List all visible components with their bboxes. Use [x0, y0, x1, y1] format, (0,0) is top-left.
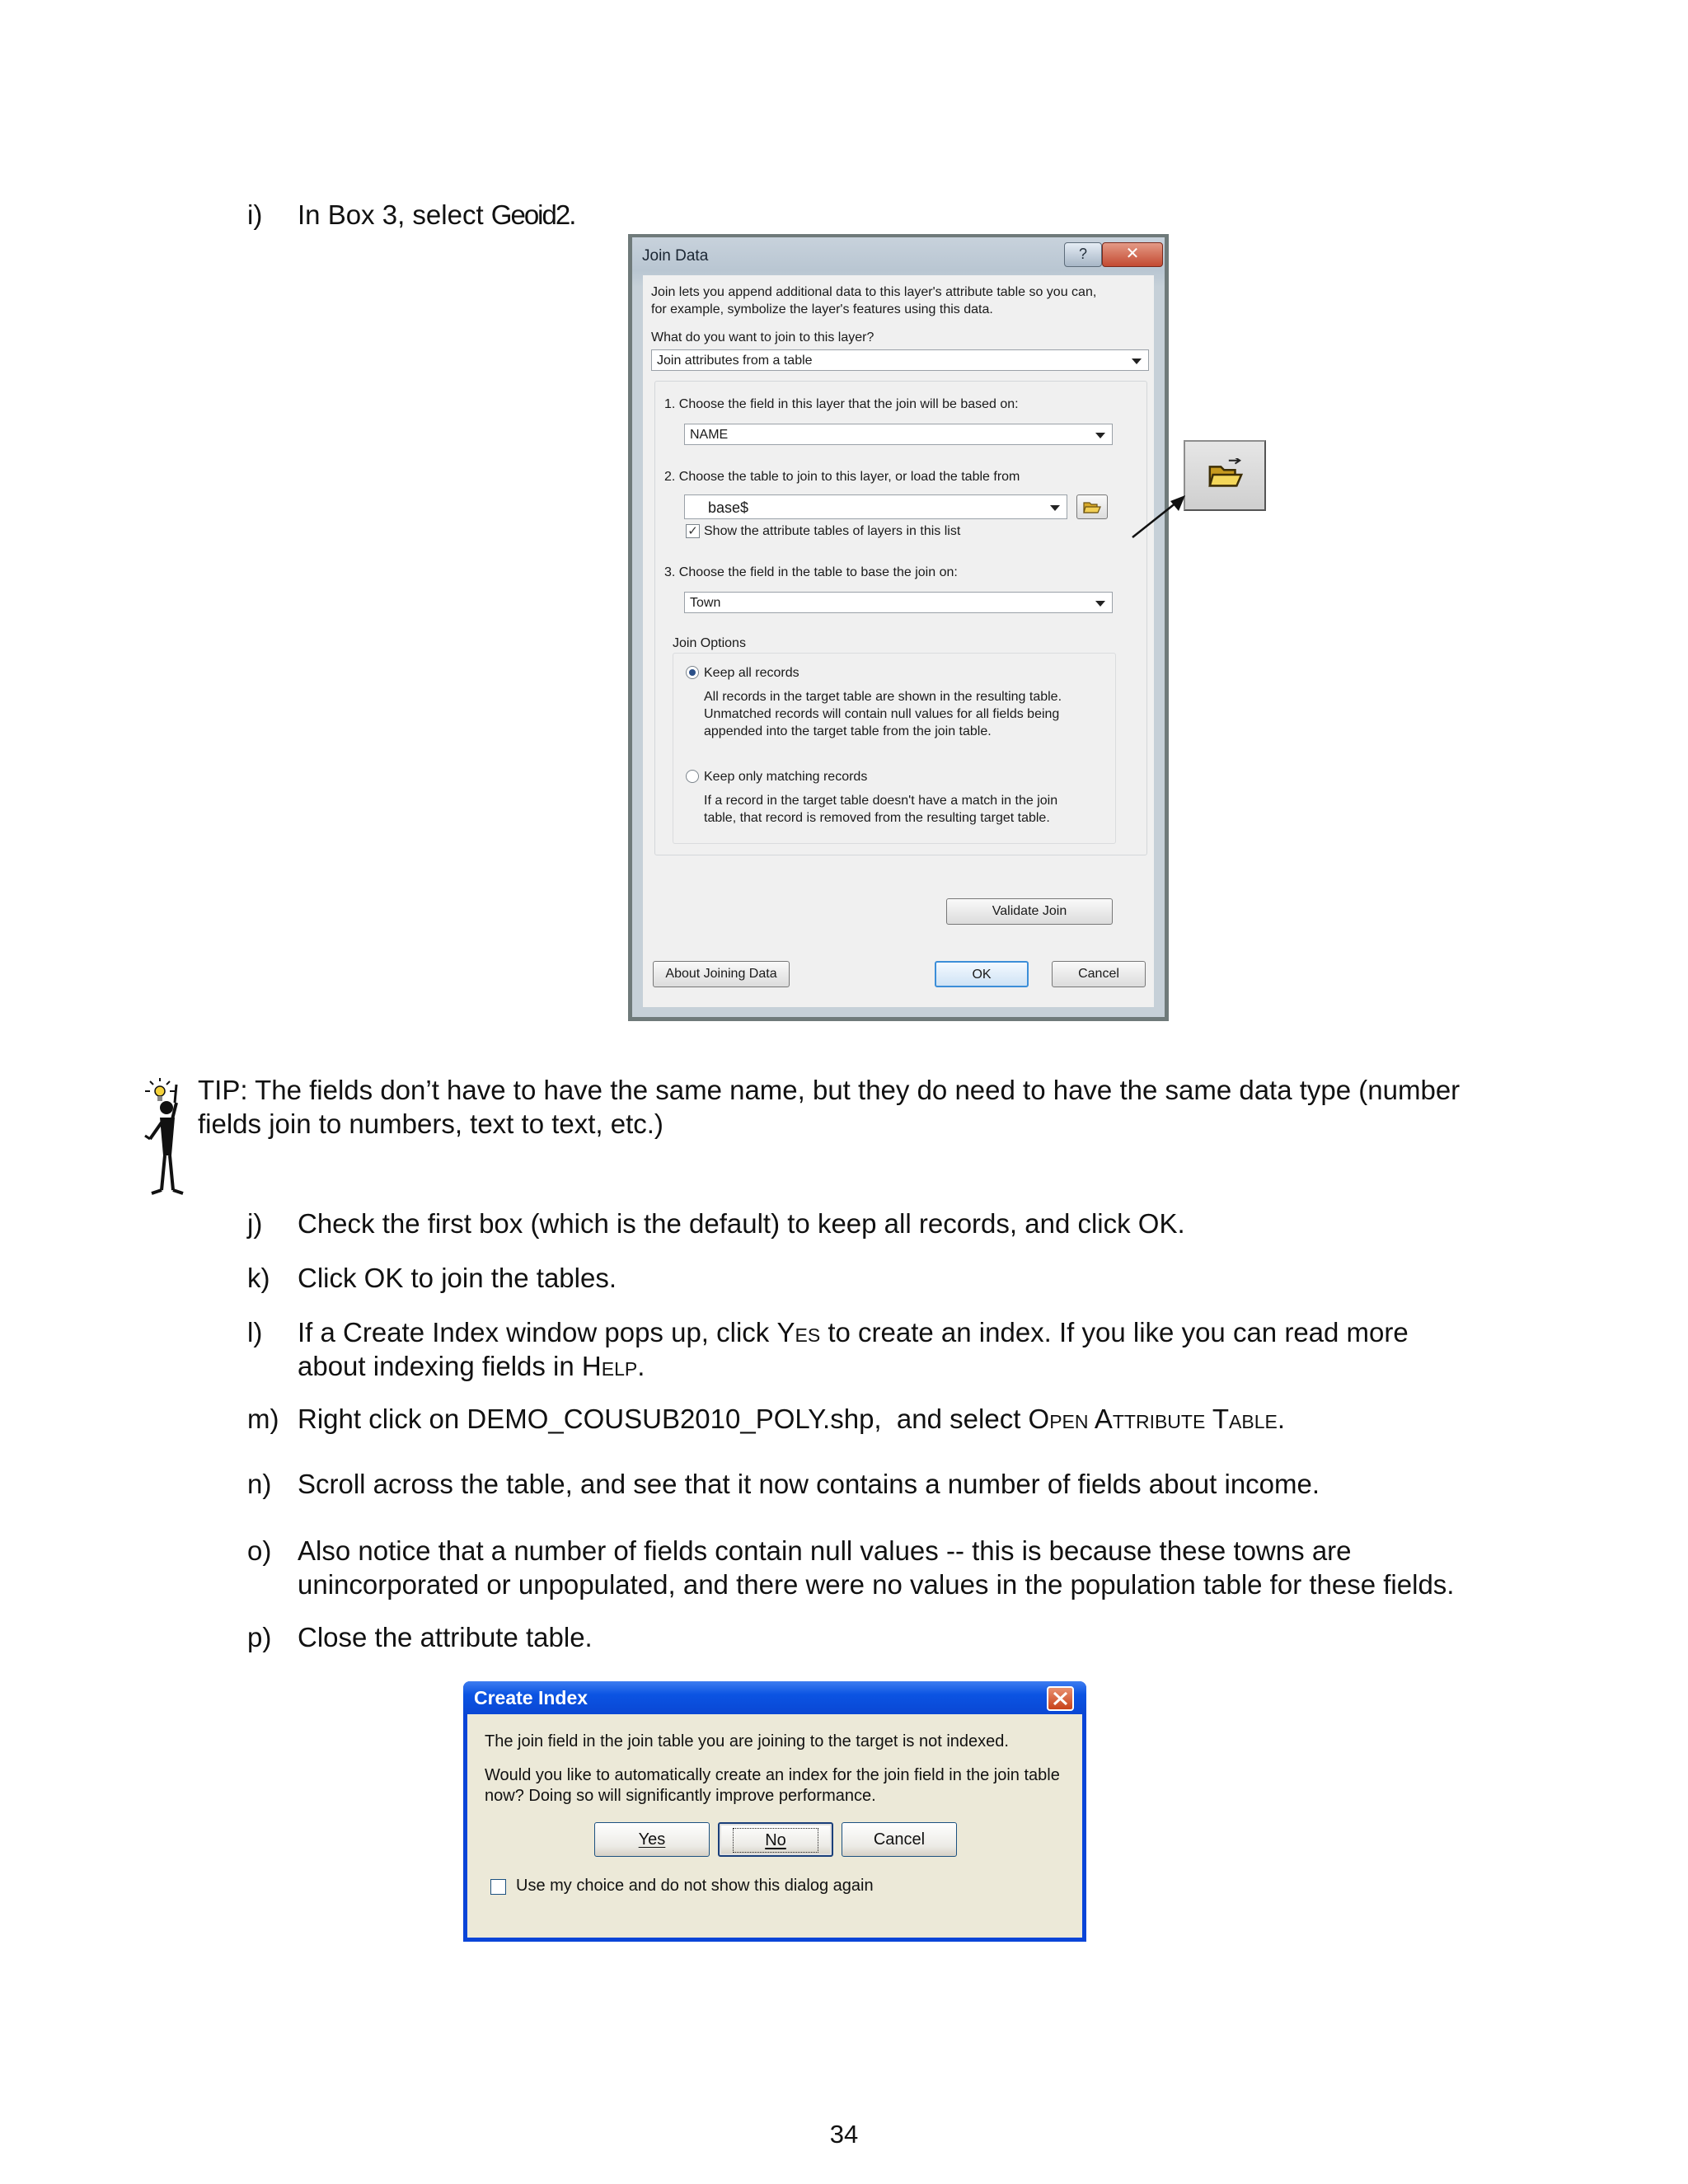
help-button[interactable]: ?	[1064, 242, 1102, 267]
step-n	[0, 1467, 1688, 1501]
join-options-title: Join Options	[673, 636, 746, 650]
step-text: to create an index. If you like you can read more	[820, 1317, 1409, 1347]
show-layers-label: Show the attribute tables of layers in this list	[704, 524, 961, 538]
tip-figure-icon	[142, 1078, 186, 1198]
layer-field-value: NAME	[690, 428, 729, 442]
no-button-label: No	[733, 1828, 818, 1853]
step-text: .	[1277, 1404, 1286, 1434]
join-question: What do you want to join to this layer?	[651, 330, 874, 344]
keep-all-desc: Unmatched records will contain null values for all fields being	[704, 707, 1060, 721]
folder-button-callout	[1184, 440, 1266, 511]
step-label: o)	[247, 1535, 272, 1566]
step-2-label: 2. Choose the table to join to this layer, or load the table from	[664, 470, 1020, 484]
chevron-down-icon	[1095, 433, 1105, 438]
intro-line: for example, symbolize the layer's features using this data.	[651, 302, 993, 316]
folder-open-icon	[1207, 458, 1245, 491]
keep-matching-desc: table, that record is removed from the resulting target table.	[704, 811, 1050, 825]
create-index-dialog	[463, 1681, 1086, 1942]
keep-matching-label: Keep only matching records	[704, 770, 868, 784]
step-keyword: Yes	[776, 1317, 821, 1347]
close-icon	[1053, 1691, 1068, 1706]
join-table-value: base$	[708, 499, 749, 516]
message-line: The join field in the join table you are joining to the target is not indexed.	[485, 1732, 1009, 1750]
step-k	[0, 1261, 1688, 1295]
step-i	[0, 198, 1688, 232]
step-l	[0, 1315, 1688, 1383]
step-j	[0, 1207, 1688, 1240]
title-bar	[463, 1681, 1086, 1714]
step-label: p)	[247, 1622, 272, 1652]
step-label: i)	[247, 199, 263, 230]
callout-arrow	[1129, 493, 1189, 541]
join-type-value: Join attributes from a table	[657, 354, 813, 368]
step-label: m)	[247, 1404, 279, 1434]
step-text: Also notice that a number of fields contain null values -- this is because these towns are	[298, 1535, 1352, 1566]
ok-button[interactable]: OK	[935, 961, 1029, 987]
step-label: l)	[247, 1317, 263, 1347]
join-data-body	[643, 275, 1154, 1007]
step-1-label: 1. Choose the field in this layer that the join will be based on:	[664, 397, 1019, 411]
step-text: Right click on DEMO_COUSUB2010_POLY.shp, and select	[298, 1404, 1029, 1434]
step-label: j)	[247, 1208, 263, 1239]
keep-all-desc: appended into the target table from the join table.	[704, 724, 992, 738]
close-button[interactable]	[1102, 242, 1163, 267]
chevron-down-icon	[1050, 505, 1060, 511]
step-text: In Box 3, select	[298, 199, 491, 230]
keep-all-radio[interactable]	[686, 666, 699, 679]
keep-matching-radio[interactable]	[686, 770, 699, 783]
intro-line: Join lets you append additional data to this layer's attribute table so you can,	[651, 285, 1097, 299]
cancel-button[interactable]: Cancel	[842, 1822, 957, 1857]
step-text: Check the first box (which is the default) to keep all records, and click OK.	[298, 1208, 1185, 1239]
step-label: n)	[247, 1469, 272, 1499]
join-table-select[interactable]	[684, 494, 1067, 519]
create-index-body	[467, 1714, 1082, 1938]
step-end: .	[569, 199, 577, 230]
join-data-frame	[632, 237, 1165, 1017]
step-keyword: Help	[581, 1351, 638, 1381]
keep-all-label: Keep all records	[704, 666, 799, 680]
step-text: .	[637, 1351, 645, 1381]
yes-button[interactable]: Yes	[594, 1822, 710, 1857]
open-table-button[interactable]	[1076, 494, 1108, 519]
message-line: Would you like to automatically create an index for the join field in the join table	[485, 1766, 1060, 1784]
step-3-label: 3. Choose the field in the table to base the join on:	[664, 565, 958, 579]
show-layers-checkbox[interactable]	[686, 524, 700, 538]
step-keyword: Open Attribute Table	[1028, 1404, 1278, 1434]
layer-field-select[interactable]	[684, 424, 1113, 445]
about-joining-button[interactable]: About Joining Data	[653, 961, 790, 987]
chevron-down-icon	[1095, 601, 1105, 607]
join-data-dialog	[628, 234, 1169, 1021]
message-line: now? Doing so will significantly improve performance.	[485, 1787, 876, 1805]
step-o	[0, 1534, 1688, 1601]
page-number: 34	[829, 2120, 859, 2149]
step-m	[0, 1402, 1688, 1436]
chevron-down-icon	[1132, 359, 1142, 364]
remember-choice-label: Use my choice and do not show this dialog again	[516, 1877, 874, 1895]
remember-choice-checkbox[interactable]	[490, 1879, 506, 1895]
tip-line: fields join to numbers, text to text, etc.)	[198, 1108, 663, 1139]
step-text: Click OK to join the tables.	[298, 1263, 617, 1293]
join-type-select[interactable]	[651, 349, 1149, 371]
step-text: If a Create Index window pops up, click	[298, 1317, 777, 1347]
check-icon: ✓	[687, 524, 698, 538]
step-text: Close the attribute table.	[298, 1622, 593, 1652]
tip-line: TIP: The fields don’t have to have the same name, but they do need to have the same data type (number	[198, 1075, 1461, 1105]
dialog-title: Create Index	[474, 1687, 588, 1708]
close-button[interactable]	[1047, 1686, 1074, 1711]
folder-open-icon	[1082, 499, 1102, 515]
close-icon: ✕	[1125, 245, 1140, 263]
step-text: about indexing fields in	[298, 1351, 582, 1381]
keep-all-desc: All records in the target table are shown in the resulting table.	[704, 690, 1062, 704]
step-text: Scroll across the table, and see that it now contains a number of fields about income.	[298, 1469, 1320, 1499]
table-field-select[interactable]	[684, 592, 1113, 613]
step-label: k)	[247, 1263, 270, 1293]
step-p	[0, 1620, 1688, 1654]
cancel-button[interactable]: Cancel	[1052, 961, 1146, 987]
dialog-title: Join Data	[642, 247, 709, 265]
validate-join-button[interactable]: Validate Join	[946, 898, 1113, 925]
keep-matching-desc: If a record in the target table doesn't have a match in the join	[704, 794, 1058, 808]
no-button[interactable]	[718, 1822, 833, 1857]
step-emph: Geoid2	[490, 199, 570, 230]
step-text: unincorporated or unpopulated, and there were no values in the population table for these fields.	[298, 1569, 1455, 1600]
table-field-value: Town	[690, 596, 721, 610]
